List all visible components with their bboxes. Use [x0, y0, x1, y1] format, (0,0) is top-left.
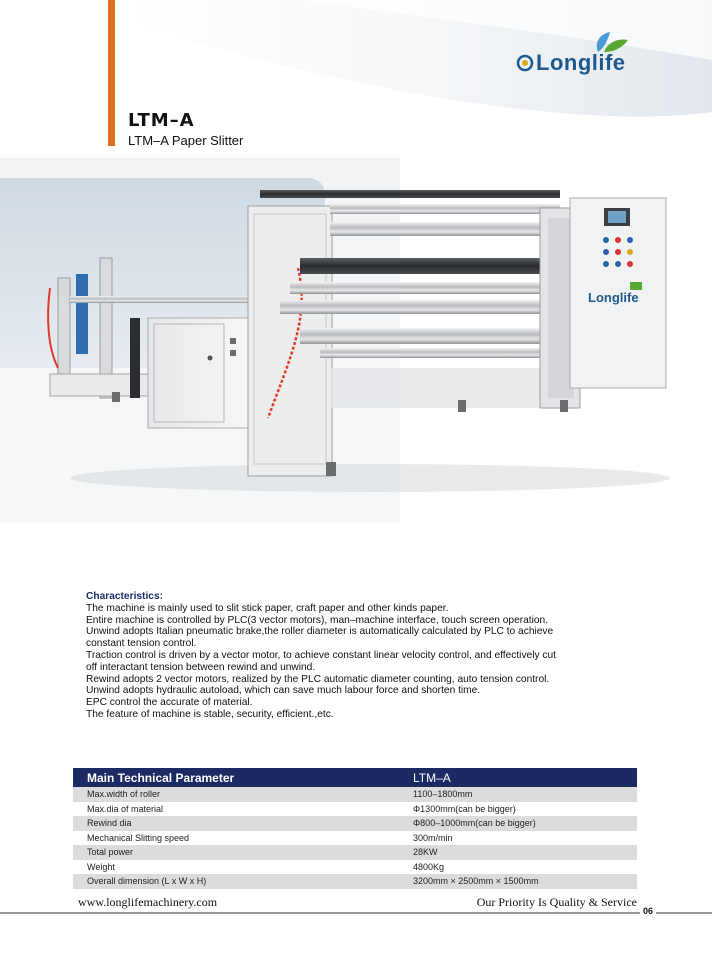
table-row [73, 860, 637, 875]
characteristics-line: Traction control is driven by a vector motor, to achieve constant linear velocity control, and effectively cut [86, 649, 556, 661]
table-cell-value: Φ800–1000mm(can be bigger) [413, 818, 536, 829]
model-subtitle: LTM–A Paper Slitter [128, 133, 244, 148]
characteristics-line: EPC control the accurate of material. [86, 697, 253, 709]
table-cell-value: 300m/min [413, 832, 453, 843]
logo-globe-icon [516, 54, 534, 72]
characteristics-line: The feature of machine is stable, security, efficient.,etc. [86, 708, 334, 720]
characteristics-line: Rewind adopts 2 vector motors, realized by the PLC automatic diameter counting, auto tension control. [86, 673, 550, 685]
model-title: LTM–A [128, 110, 195, 131]
table-cell-param: Max.dia of material [87, 803, 164, 814]
panel-logo: Longlife [588, 290, 639, 305]
paper-slitter-machine-illustration [40, 178, 676, 498]
table-cell-value: Φ1300mm(can be bigger) [413, 803, 516, 814]
characteristics-line: constant tension control. [86, 638, 197, 650]
table-cell-value: 1100–1800mm [413, 789, 473, 800]
table-row [73, 816, 637, 831]
table-cell-param: Overall dimension (L x W x H) [87, 876, 207, 887]
table-cell-value: 3200mm × 2500mm × 1500mm [413, 876, 539, 887]
footer-slogan: Our Priority Is Quality & Service [476, 895, 637, 909]
characteristics-line: The machine is mainly used to slit stick paper, craft paper and other kinds paper. [86, 602, 449, 614]
technical-parameter-table [73, 768, 637, 889]
characteristics-heading: Characteristics: [86, 591, 164, 602]
table-cell-param: Rewind dia [87, 818, 132, 829]
table-header-row [73, 768, 637, 787]
table-cell-param: Max.width of roller [87, 789, 161, 800]
brand-logo [518, 30, 648, 82]
table-row [73, 831, 637, 846]
characteristics-section [86, 591, 586, 721]
table-cell-value: 4800Kg [413, 861, 445, 872]
characteristics-line: off interactant tension between rewind and unwind. [86, 661, 316, 673]
logo-wordmark: Longlife [536, 50, 626, 75]
table-row [73, 874, 637, 889]
table-row [73, 802, 637, 817]
characteristics-line: Unwind adopts Italian pneumatic brake,the roller diameter is automatically calculated by PLC to achieve [86, 626, 554, 638]
table-header-param: Main Technical Parameter [87, 770, 235, 785]
footer-website: www.longlifemachinery.com [78, 895, 218, 909]
characteristics-line: Unwind adopts hydraulic autoload, which can save much labour force and shorten time. [86, 685, 481, 697]
table-cell-param: Total power [87, 847, 134, 858]
table-row [73, 787, 637, 802]
footer-divider [0, 912, 712, 914]
accent-bar [108, 0, 115, 146]
table-header-model: LTM–A [413, 770, 451, 785]
table-row [73, 845, 637, 860]
table-cell-param: Weight [87, 861, 115, 872]
table-cell-value: 28KW [413, 847, 438, 858]
page-number: 06 [640, 906, 656, 916]
characteristics-line: Entire machine is controlled by PLC(3 vector motors), man–machine interface, touch screen operation. [86, 614, 549, 626]
table-cell-param: Mechanical Slitting speed [87, 832, 190, 843]
